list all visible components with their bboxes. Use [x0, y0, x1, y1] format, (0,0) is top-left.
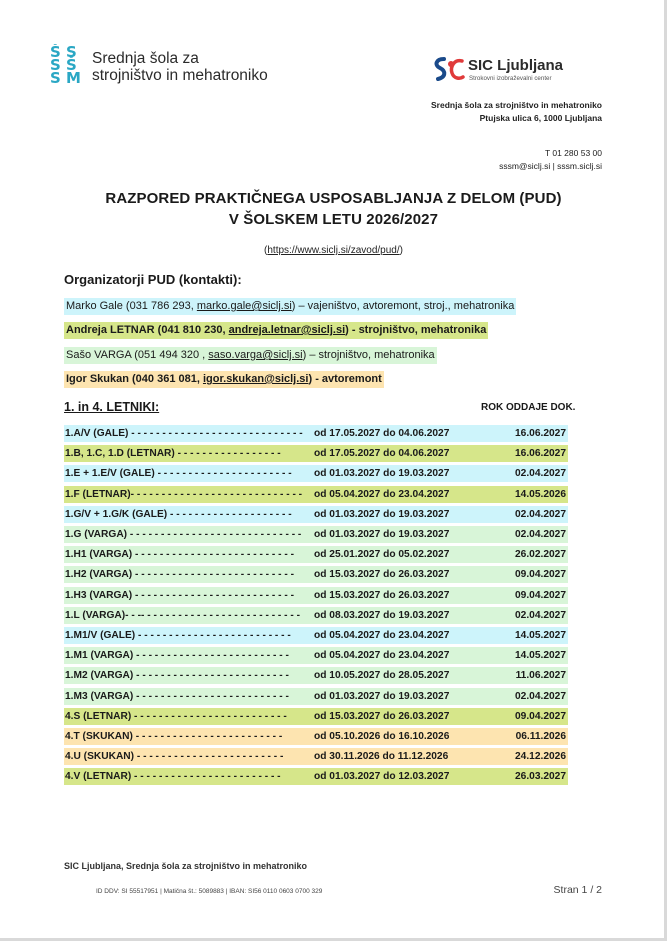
- schedule-class: 1.B, 1.C, 1.D (LETNAR) - - - - - - - - - - - - - - - - -: [65, 448, 281, 460]
- contact-varga: [64, 347, 437, 364]
- schedule-row: [64, 748, 568, 765]
- schedule-class: 1.E + 1.E/V (GALE) - - - - - - - - - - - - - - - - - - - - - -: [65, 468, 292, 480]
- schedule-class: 1.M1/V (GALE) - - - - - - - - - - - - - - - - - - - - - - - - -: [65, 630, 291, 641]
- page-number: Stran 1 / 2: [553, 884, 602, 896]
- sic-logo: [430, 55, 610, 89]
- schedule-row: [64, 526, 568, 543]
- schedule-due-date: 26.02.2027: [515, 549, 566, 561]
- schedule-row: [64, 708, 568, 725]
- schedule-class: 4.U (SKUKAN) - - - - - - - - - - - - - - - - - - - - - - - -: [65, 751, 284, 763]
- schedule-class: 4.T (SKUKAN) - - - - - - - - - - - - - - - - - - - - - - - -: [65, 731, 283, 742]
- schedule-row: [64, 688, 568, 705]
- schedule-due-date: 02.04.2027: [515, 468, 566, 480]
- schedule-row: [64, 445, 568, 462]
- contact-email-link[interactable]: marko.gale@siclj.si: [196, 300, 292, 312]
- schedule-due-date: 16.06.2027: [515, 448, 566, 460]
- schedule-row: [64, 647, 568, 664]
- schedule-due-date: 26.03.2027: [515, 771, 566, 783]
- contact-email-link[interactable]: andreja.letnar@siclj.si: [228, 324, 346, 336]
- schedule-due-date: 09.04.2027: [515, 589, 566, 601]
- schedule-due-date: 02.04.2027: [515, 609, 566, 621]
- schedule-class: 1.H2 (VARGA) - - - - - - - - - - - - - - - - - - - - - - - - - -: [65, 569, 294, 581]
- organizers-heading: Organizatorji PUD (kontakti):: [64, 272, 242, 287]
- contact-name: Sašo VARGA (051 494 320 ,: [66, 349, 209, 361]
- schedule-period: od 10.05.2027 do 28.05.2027: [314, 670, 450, 682]
- contact-role: ) - avtoremont: [308, 373, 382, 385]
- schedule-due-date: 14.05.2027: [515, 650, 566, 662]
- address-email-web: sssm@siclj.si | sssm.siclj.si: [499, 161, 602, 171]
- schedule-due-date: 14.05.2027: [515, 630, 566, 641]
- schedule-due-date: 09.04.2027: [515, 569, 566, 581]
- pud-url-line: [0, 245, 667, 256]
- url-paren: (: [264, 245, 268, 256]
- contact-skukan: [64, 371, 384, 388]
- schedule-due-date: 14.05.2026: [515, 488, 566, 500]
- schedule-class: 1.F (LETNAR)- - - - - - - - - - - - - - - - - - - - - - - - - - - -: [65, 488, 303, 500]
- schedule-row: [64, 587, 568, 604]
- schedule-heading: 1. in 4. LETNIKI:: [64, 400, 160, 414]
- sic-logo-subtitle: Strokovni izobraževalni center: [469, 75, 552, 82]
- schedule-row: [64, 546, 568, 563]
- svg-text:S: S: [66, 44, 77, 61]
- page-subtitle: V ŠOLSKEM LETU 2026/2027: [228, 211, 439, 228]
- schedule-row: [64, 486, 568, 503]
- schedule-period: od 01.03.2027 do 12.03.2027: [314, 771, 450, 783]
- schedule-period: od 01.03.2027 do 19.03.2027: [314, 508, 450, 520]
- contact-name: Igor Skukan (040 361 081,: [66, 373, 203, 385]
- contact-role: ) - strojništvo, mehatronika: [345, 324, 487, 336]
- schedule-class: 1.M3 (VARGA) - - - - - - - - - - - - - - - - - - - - - - - - -: [65, 690, 289, 702]
- address-phone: T 01 280 53 00: [544, 148, 602, 158]
- svg-text:Š: Š: [66, 56, 77, 74]
- page-title: RAZPORED PRAKTIČNEGA USPOSABLJANJA Z DELOM (PUD): [105, 190, 562, 207]
- schedule-period: od 01.03.2027 do 19.03.2027: [314, 690, 450, 702]
- schedule-class: 4.V (LETNAR) - - - - - - - - - - - - - - - - - - - - - - - -: [65, 771, 281, 783]
- schedule-class: 1.A/V (GALE) - - - - - - - - - - - - - - - - - - - - - - - - - - - -: [65, 428, 303, 439]
- schedule-class: 1.M2 (VARGA) - - - - - - - - - - - - - - - - - - - - - - - - -: [65, 670, 289, 682]
- schedule-period: od 17.05.2027 do 04.06.2027: [314, 448, 450, 460]
- url-paren: ): [399, 245, 403, 256]
- contact-email-link[interactable]: igor.skukan@siclj.si: [202, 373, 309, 385]
- schedule-class: 1.L (VARGA)- - -- - - - - - - - - - - - - - - - - - - - - - - - - -: [65, 609, 300, 621]
- schedule-period: od 17.05.2027 do 04.06.2027: [314, 428, 450, 439]
- sic-logo-title: SIC Ljubljana: [468, 57, 564, 74]
- school-logo-mark-icon: [50, 44, 84, 84]
- schedule-due-date: 06.11.2026: [515, 731, 566, 742]
- contact-gale: [64, 298, 516, 315]
- schedule-due-date: 02.04.2027: [515, 529, 566, 540]
- schedule-period: od 05.04.2027 do 23.04.2027: [314, 650, 450, 662]
- schedule-period: od 30.11.2026 do 11.12.2026: [314, 751, 449, 763]
- schedule-period: od 05.10.2026 do 16.10.2026: [314, 731, 450, 742]
- contact-name: Andreja LETNAR (041 810 230,: [66, 324, 229, 336]
- contact-letnar: [64, 322, 488, 339]
- schedule-row: [64, 667, 568, 684]
- schedule-period: od 15.03.2027 do 26.03.2027: [314, 710, 450, 722]
- schedule-period: od 05.04.2027 do 23.04.2027: [314, 488, 450, 500]
- sic-logo-mark-icon: [430, 55, 466, 85]
- contact-role: ) – vajeništvo, avtoremont, stroj., mehatronika: [291, 300, 515, 312]
- schedule-period: od 05.04.2027 do 23.04.2027: [314, 630, 450, 641]
- schedule-period: od 08.03.2027 do 19.03.2027: [314, 609, 450, 621]
- schedule-due-date: 02.04.2027: [515, 690, 566, 702]
- contact-role: ) – strojništvo, mehatronika: [302, 349, 435, 361]
- footer-institution: SIC Ljubljana, Srednja šola za strojništvo in mehatroniko: [64, 861, 308, 871]
- schedule-period: od 25.01.2027 do 05.02.2027: [314, 549, 450, 561]
- schedule-class: 1.H3 (VARGA) - - - - - - - - - - - - - - - - - - - - - - - - - -: [65, 589, 294, 601]
- schedule-class: 1.M1 (VARGA) - - - - - - - - - - - - - - - - - - - - - - - - -: [65, 650, 289, 662]
- schedule-due-date: 24.12.2026: [515, 751, 566, 763]
- schedule-class: 4.S (LETNAR) - - - - - - - - - - - - - - - - - - - - - - - - -: [65, 710, 287, 722]
- address-street: Ptujska ulica 6, 1000 Ljubljana: [479, 113, 602, 123]
- schedule-row: [64, 728, 568, 745]
- schedule-period: od 01.03.2027 do 19.03.2027: [314, 529, 450, 540]
- address-school-name: Srednja šola za strojništvo in mehatroniko: [431, 100, 602, 110]
- pud-url-link[interactable]: https://www.siclj.si/zavod/pud/: [267, 245, 400, 256]
- schedule-period: od 15.03.2027 do 26.03.2027: [314, 569, 450, 581]
- svg-text:S: S: [50, 56, 61, 74]
- schedule-row: [64, 566, 568, 583]
- footer-ids: ID DDV: SI 55517951 | Matična št.: 5089883 | IBAN: SI56 0110 0603 0700 329: [96, 888, 323, 895]
- school-logo: [50, 44, 280, 86]
- schedule-row: [64, 465, 568, 482]
- schedule-class: 1.H1 (VARGA) - - - - - - - - - - - - - - - - - - - - - - - - - -: [65, 549, 294, 561]
- svg-text:M: M: [66, 69, 81, 84]
- schedule-due-date: 11.06.2027: [515, 670, 566, 682]
- schedule-class: 1.G (VARGA) - - - - - - - - - - - - - - - - - - - - - - - - - - - -: [65, 529, 302, 540]
- schedule-row: [64, 607, 568, 624]
- schedule-period: od 15.03.2027 do 26.03.2027: [314, 589, 450, 601]
- schedule-period: od 01.03.2027 do 19.03.2027: [314, 468, 450, 480]
- svg-text:S: S: [50, 69, 61, 84]
- schedule-due-date: 16.06.2027: [515, 428, 566, 439]
- school-logo-text: [92, 50, 268, 84]
- schedule-row: [64, 768, 568, 785]
- schedule-due-date: 02.04.2027: [515, 508, 566, 520]
- schedule-due-date: 09.04.2027: [515, 710, 566, 722]
- due-column-heading: ROK ODDAJE DOK.: [481, 402, 576, 413]
- svg-text:Š: Š: [50, 44, 61, 61]
- schedule-row: [64, 627, 568, 644]
- contact-email-link[interactable]: saso.varga@siclj.si: [208, 349, 303, 361]
- school-logo-line: strojništvo in mehatroniko: [92, 67, 268, 84]
- contact-name: Marko Gale (031 786 293,: [66, 300, 197, 312]
- schedule-class: 1.G/V + 1.G/K (GALE) - - - - - - - - - - - - - - - - - - - -: [65, 508, 292, 520]
- schedule-row: [64, 506, 568, 523]
- schedule-row: [64, 425, 568, 442]
- school-logo-line: Srednja šola za: [92, 50, 199, 67]
